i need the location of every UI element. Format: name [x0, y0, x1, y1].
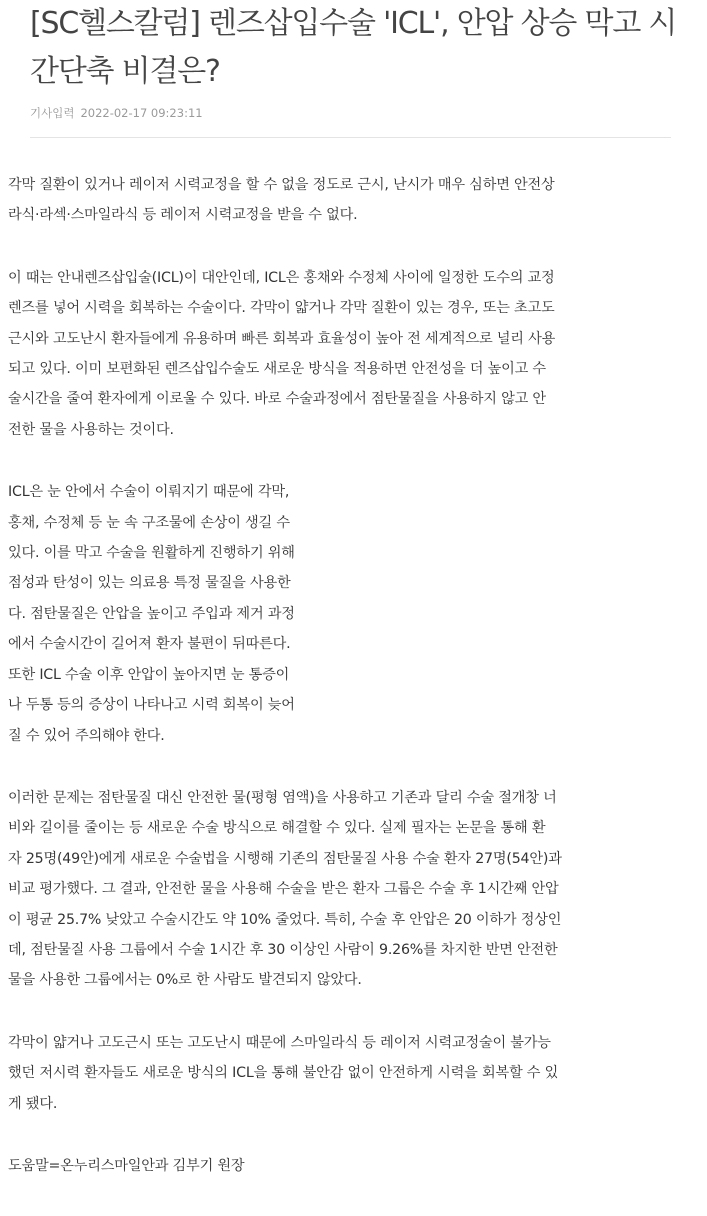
paragraph-viscoelastic-issue: ICL은 눈 안에서 수술이 이뤄지기 때문에 각막, 홍채, 수정체 등 눈 속 구조물에 손상이 생길 수 있다. 이를 막고 수술을 원활하게 진행하기 위해 점성과 탄성이 있는 의료용 특정 물질을 사용한 다. 점탄물질은 안압을 높이고 주입과 제거 과정 에서 수술시간이 길어져 환자 불편이 뒤따른다. 또한 ICL 수술 이후 안압이 높아지면 눈 통증이 나 두통 등의 증상이 나타나고 시력 회복이 늦어 질 수 있어 주의해야 한다. [8, 484, 295, 744]
published-label: 기사입력 [30, 106, 75, 120]
published-timestamp: 2022-02-17 09:23:11 [80, 106, 203, 120]
paragraph-conclusion: 각막이 얇거나 고도근시 또는 고도난시 때문에 스마일라식 등 레이저 시력교정술이 불가능 했던 저시력 환자들도 새로운 방식의 ICL을 통해 불안감 없이 안전하게 시력을 회복할 수 있 게 됐다. [8, 1034, 559, 1112]
header-divider [30, 137, 671, 138]
article-title: [SC헬스칼럼] 렌즈삽입수술 'ICL', 안압 상승 막고 시간단축 비결은? [30, 6, 677, 89]
article-meta [30, 105, 203, 121]
paragraph-intro: 각막 질환이 있거나 레이저 시력교정을 할 수 없을 정도로 근시, 난시가 매우 심하면 안전상 라식·라섹·스마일라식 등 레이저 시력교정을 받을 수 없다. [8, 177, 555, 224]
article-body [8, 170, 700, 1213]
paragraph-icl-alternative: 이 때는 안내렌즈삽입술(ICL)이 대안인데, ICL은 홍채와 수정체 사이에 일정한 도수의 교정 렌즈를 넣어 시력을 회복하는 수술이다. 각막이 얇거나 각막 질환이 있는 경우, 또는 초고도 근시와 고도난시 환자들에게 유용하며 빠른 회복과 효율성이 높아 전 세계적으로 널리 사용 되고 있다. 이미 보편화된 렌즈삽입수술도 새로운 방식을 적용하면 안전성을 더 높이고 수 술시간을 줄여 환자에게 이로울 수 있다. 바로 수술과정에서 점탄물질을 사용하지 않고 안 전한 물을 사용하는 것이다. [8, 269, 556, 438]
paragraph-credit: 도움말=온누리스마일안과 김부기 원장 [8, 1157, 245, 1174]
paragraph-study-results: 이러한 문제는 점탄물질 대신 안전한 물(평형 염액)을 사용하고 기존과 달리 수술 절개창 너 비와 길이를 줄이는 등 새로운 수술 방식으로 해결할 수 있다. 실제 필자는 논문을 통해 환 자 25명(49안)에게 새로운 수술법을 시행해 기존의 점탄물질 사용 수술 환자 27명(54안)과 비교 평가했다. 그 결과, 안전한 물을 사용해 수술을 받은 환자 그룹은 수술 후 1시간째 안압 이 평균 25.7% 낮았고 수술시간도 약 10% 줄었다. 특히, 수술 후 안압은 20 이하가 정상인 데, 점탄물질 사용 그룹에서 수술 1시간 후 30 이상인 사람이 9.26%를 차지한 반면 안전한 물을 사용한 그룹에서는 0%로 한 사람도 발견되지 않았다. [8, 789, 562, 989]
